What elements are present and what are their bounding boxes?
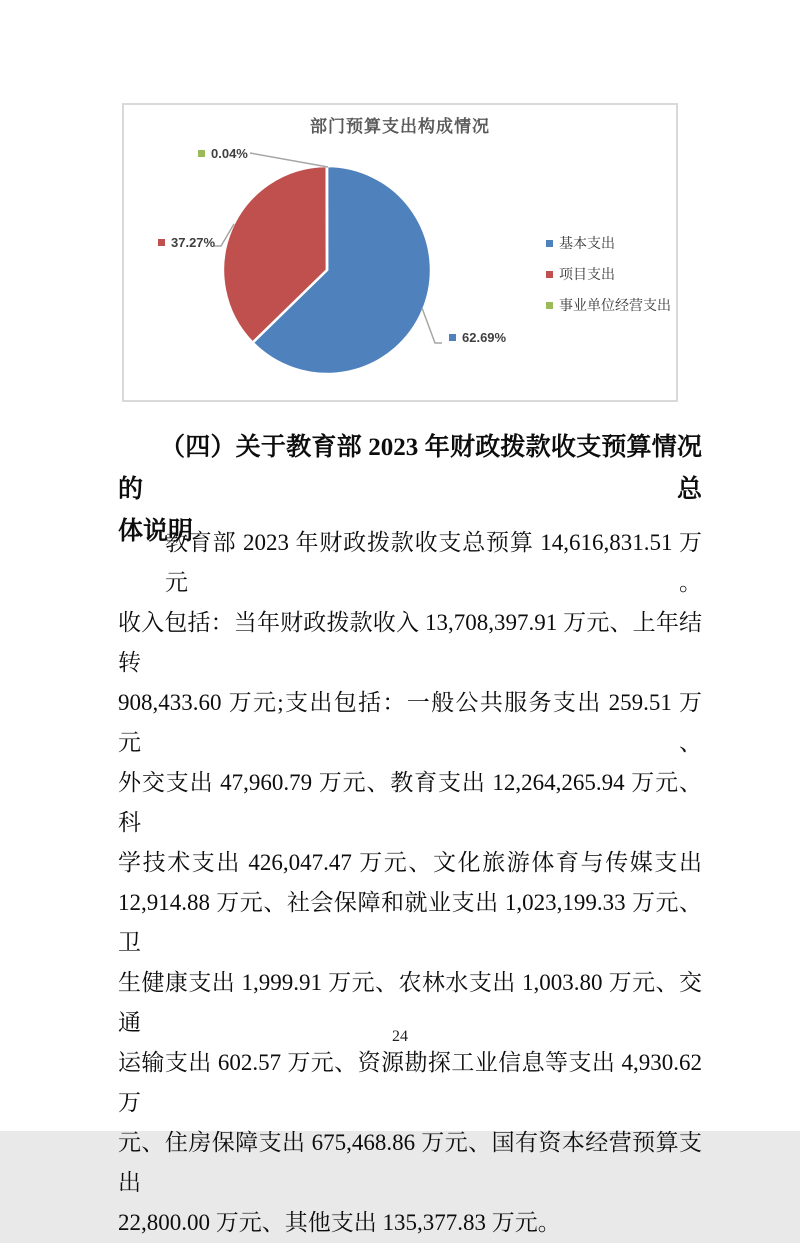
project-expense-percent: 37.27% [171,235,215,250]
project-expense-marker-icon [158,239,165,246]
legend-item-basic-expense [546,233,671,253]
body-line: 外交支出 47,960.79 万元、教育支出 12,264,265.94 万元、科 [118,763,702,843]
pie-label-operating-expense [198,146,248,161]
basic-expense-percent: 62.69% [462,330,506,345]
leader-line-basic-expense [422,308,442,343]
heading-line: （四）关于教育部 2023 年财政拨款收支预算情况的总 [118,427,702,511]
body-line: 学技术支出 426,047.47 万元、文化旅游体育与传媒支出 [118,843,702,883]
legend-project-label: 项目支出 [559,264,615,284]
legend-operating-marker-icon [546,302,553,309]
legend-project-marker-icon [546,271,553,278]
body-line: 生健康支出 1,999.91 万元、农林水支出 1,003.80 万元、交通 [118,963,702,1043]
chart-title: 部门预算支出构成情况 [124,112,676,137]
legend-item-operating-expense [546,295,671,315]
operating-expense-marker-icon [198,150,205,157]
pie-chart-frame [122,103,678,402]
body-line: 运输支出 602.57 万元、资源勘探工业信息等支出 4,930.62 万 [118,1043,702,1123]
leader-line-other-expense [250,153,328,167]
legend-basic-label: 基本支出 [559,233,615,253]
heading-line: 体说明 [118,511,702,553]
body-line: 教育部 2023 年财政拨款收支总预算 14,616,831.51 万元。 [118,523,702,603]
pie-label-project-expense [158,235,215,250]
legend-item-project-expense [546,264,671,284]
body-line: 元、住房保障支出 675,468.86 万元、国有资本经营预算支出 [118,1123,702,1203]
pie-slices [223,166,431,374]
body-line: 22,800.00 万元、其他支出 135,377.83 万元。 [118,1203,702,1243]
basic-expense-marker-icon [449,334,456,341]
legend-basic-marker-icon [546,240,553,247]
body-line: 12,914.88 万元、社会保障和就业支出 1,023,199.33 万元、卫 [118,883,702,963]
operating-expense-percent: 0.04% [211,146,248,161]
body-paragraph [118,523,702,1243]
chart-legend [546,233,671,326]
page-number: 24 [0,1028,800,1046]
legend-operating-label: 事业单位经营支出 [559,295,671,315]
body-line: 收入包括：当年财政拨款收入 13,708,397.91 万元、上年结转 [118,603,702,683]
pie-label-basic-expense [449,330,506,345]
body-line: 908,433.60 万元;支出包括：一般公共服务支出 259.51 万元、 [118,683,702,763]
